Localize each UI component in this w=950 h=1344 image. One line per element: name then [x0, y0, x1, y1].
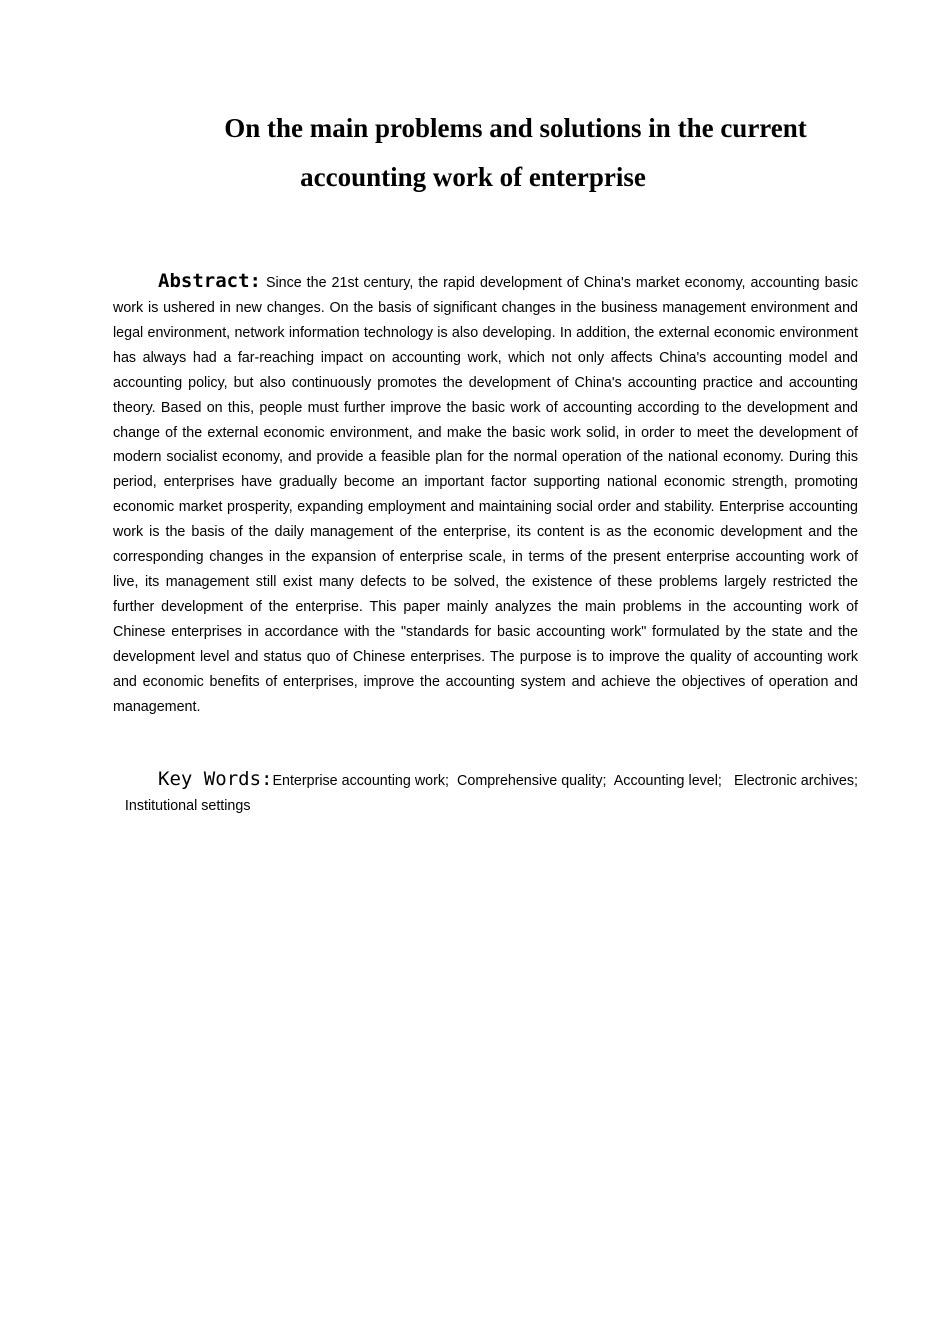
document-title [113, 104, 858, 202]
abstract-label: Abstract: [158, 270, 261, 293]
abstract-paragraph [113, 262, 858, 719]
keywords-paragraph [113, 760, 858, 819]
keyword-item: Electronic archives; [734, 773, 859, 790]
abstract-text: Since the 21st century, the rapid development of China's market economy, accounting basic work is ushered in new changes. On the basis of significant changes in the business management environment and legal environment, network information technology is also developing. In addition, the external economic environment has always had a far-reaching impact on accounting work, which not only affects China's accounting model and accounting policy, but also continuously promotes the development of China's accounting practice and accounting theory. Based on this, people must further improve the basic work of accounting according to the development and change of the external economic environment, and make the basic work solid, in order to meet the development of modern socialist economy, and provide a feasible plan for the normal operation of the national economy. During this period, enterprises have gradually become an important factor supporting national economic strength, promoting economic market prosperity, expanding employment and maintaining social order and stability. Enterprise accounting work is the basis of the daily management of the enterprise, its content is as the economic development and the corresponding changes in the expansion of enterprise scale, in terms of the present enterprise accounting work of live, its management still exist many defects to be solved, the existence of these problems largely restricted the further development of the enterprise. This paper mainly analyzes the main problems in the accounting work of Chinese enterprises in accordance with the "standards for basic accounting work" formulated by the state and the development level and status quo of Chinese enterprises. The purpose is to improve the quality of accounting work and economic benefits of enterprises, improve the accounting system and achieve the objectives of operation and management. [113, 275, 858, 715]
keyword-item: Institutional settings [124, 798, 251, 814]
keywords-label: Key Words: [158, 768, 273, 791]
keyword-item: Comprehensive quality; [457, 773, 607, 790]
keyword-item: Accounting level; [613, 773, 722, 790]
keyword-item: Enterprise accounting work; [272, 773, 449, 790]
title-line-2: accounting work of enterprise [300, 162, 646, 192]
title-line-1: On the main problems and solutions in the current [224, 113, 807, 143]
